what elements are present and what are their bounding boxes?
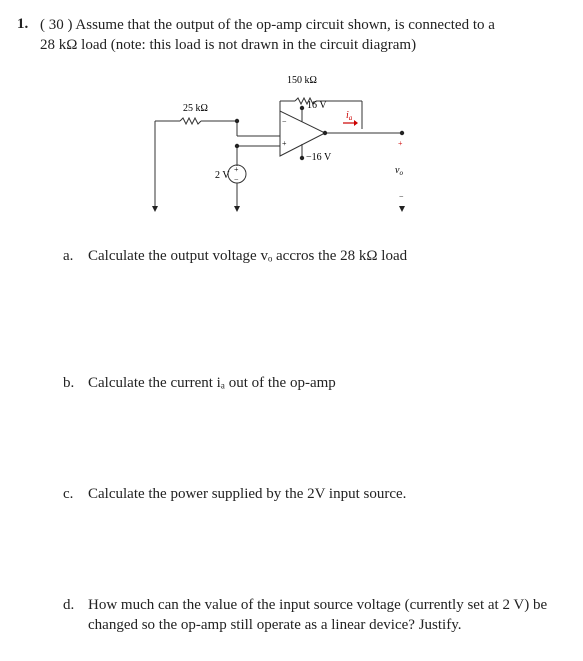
input-resistor-label: 25 kΩ: [183, 103, 208, 114]
feedback-resistor-label: 150 kΩ: [287, 75, 317, 86]
question-prompt-line-1: ( 30 ) Assume that the output of the op-amp circuit shown, is connected to a: [40, 17, 495, 33]
part-b-text: Calculate the current iₐ out of the op-amp: [88, 375, 336, 391]
op-amp-circuit-diagram: [140, 66, 440, 226]
output-voltage-label: $v_o$: [395, 165, 403, 177]
output-current-label: $i_a$: [346, 110, 353, 122]
question-number: 1.: [17, 16, 29, 32]
part-b-letter: b.: [63, 375, 75, 391]
part-c-letter: c.: [63, 486, 74, 502]
part-a-letter: a.: [63, 248, 74, 264]
output-plus-sign: +: [398, 139, 403, 148]
source-voltage-label: 2 V: [215, 170, 230, 181]
part-a-text: Calculate the output voltage vₒ accros the 28 kΩ load: [88, 248, 408, 264]
part-d-letter: d.: [63, 597, 75, 613]
inverting-input-sign: −: [282, 117, 287, 126]
part-d-text: How much can the value of the input source voltage (currently set at 2 V) be changed so the op-amp still operate as a linear device? Justify.: [88, 597, 548, 633]
negative-supply-label: −16 V: [306, 152, 332, 163]
noninverting-input-sign: +: [282, 139, 287, 148]
part-c-text: Calculate the power supplied by the 2V input source.: [88, 486, 407, 502]
question-prompt-line-2: 28 kΩ load (note: this load is not drawn in the circuit diagram): [40, 37, 417, 53]
positive-supply-label: 16 V: [307, 100, 327, 111]
output-minus-sign: −: [399, 192, 404, 201]
source-minus-sign: −: [234, 175, 239, 184]
source-plus-sign: +: [234, 165, 239, 174]
